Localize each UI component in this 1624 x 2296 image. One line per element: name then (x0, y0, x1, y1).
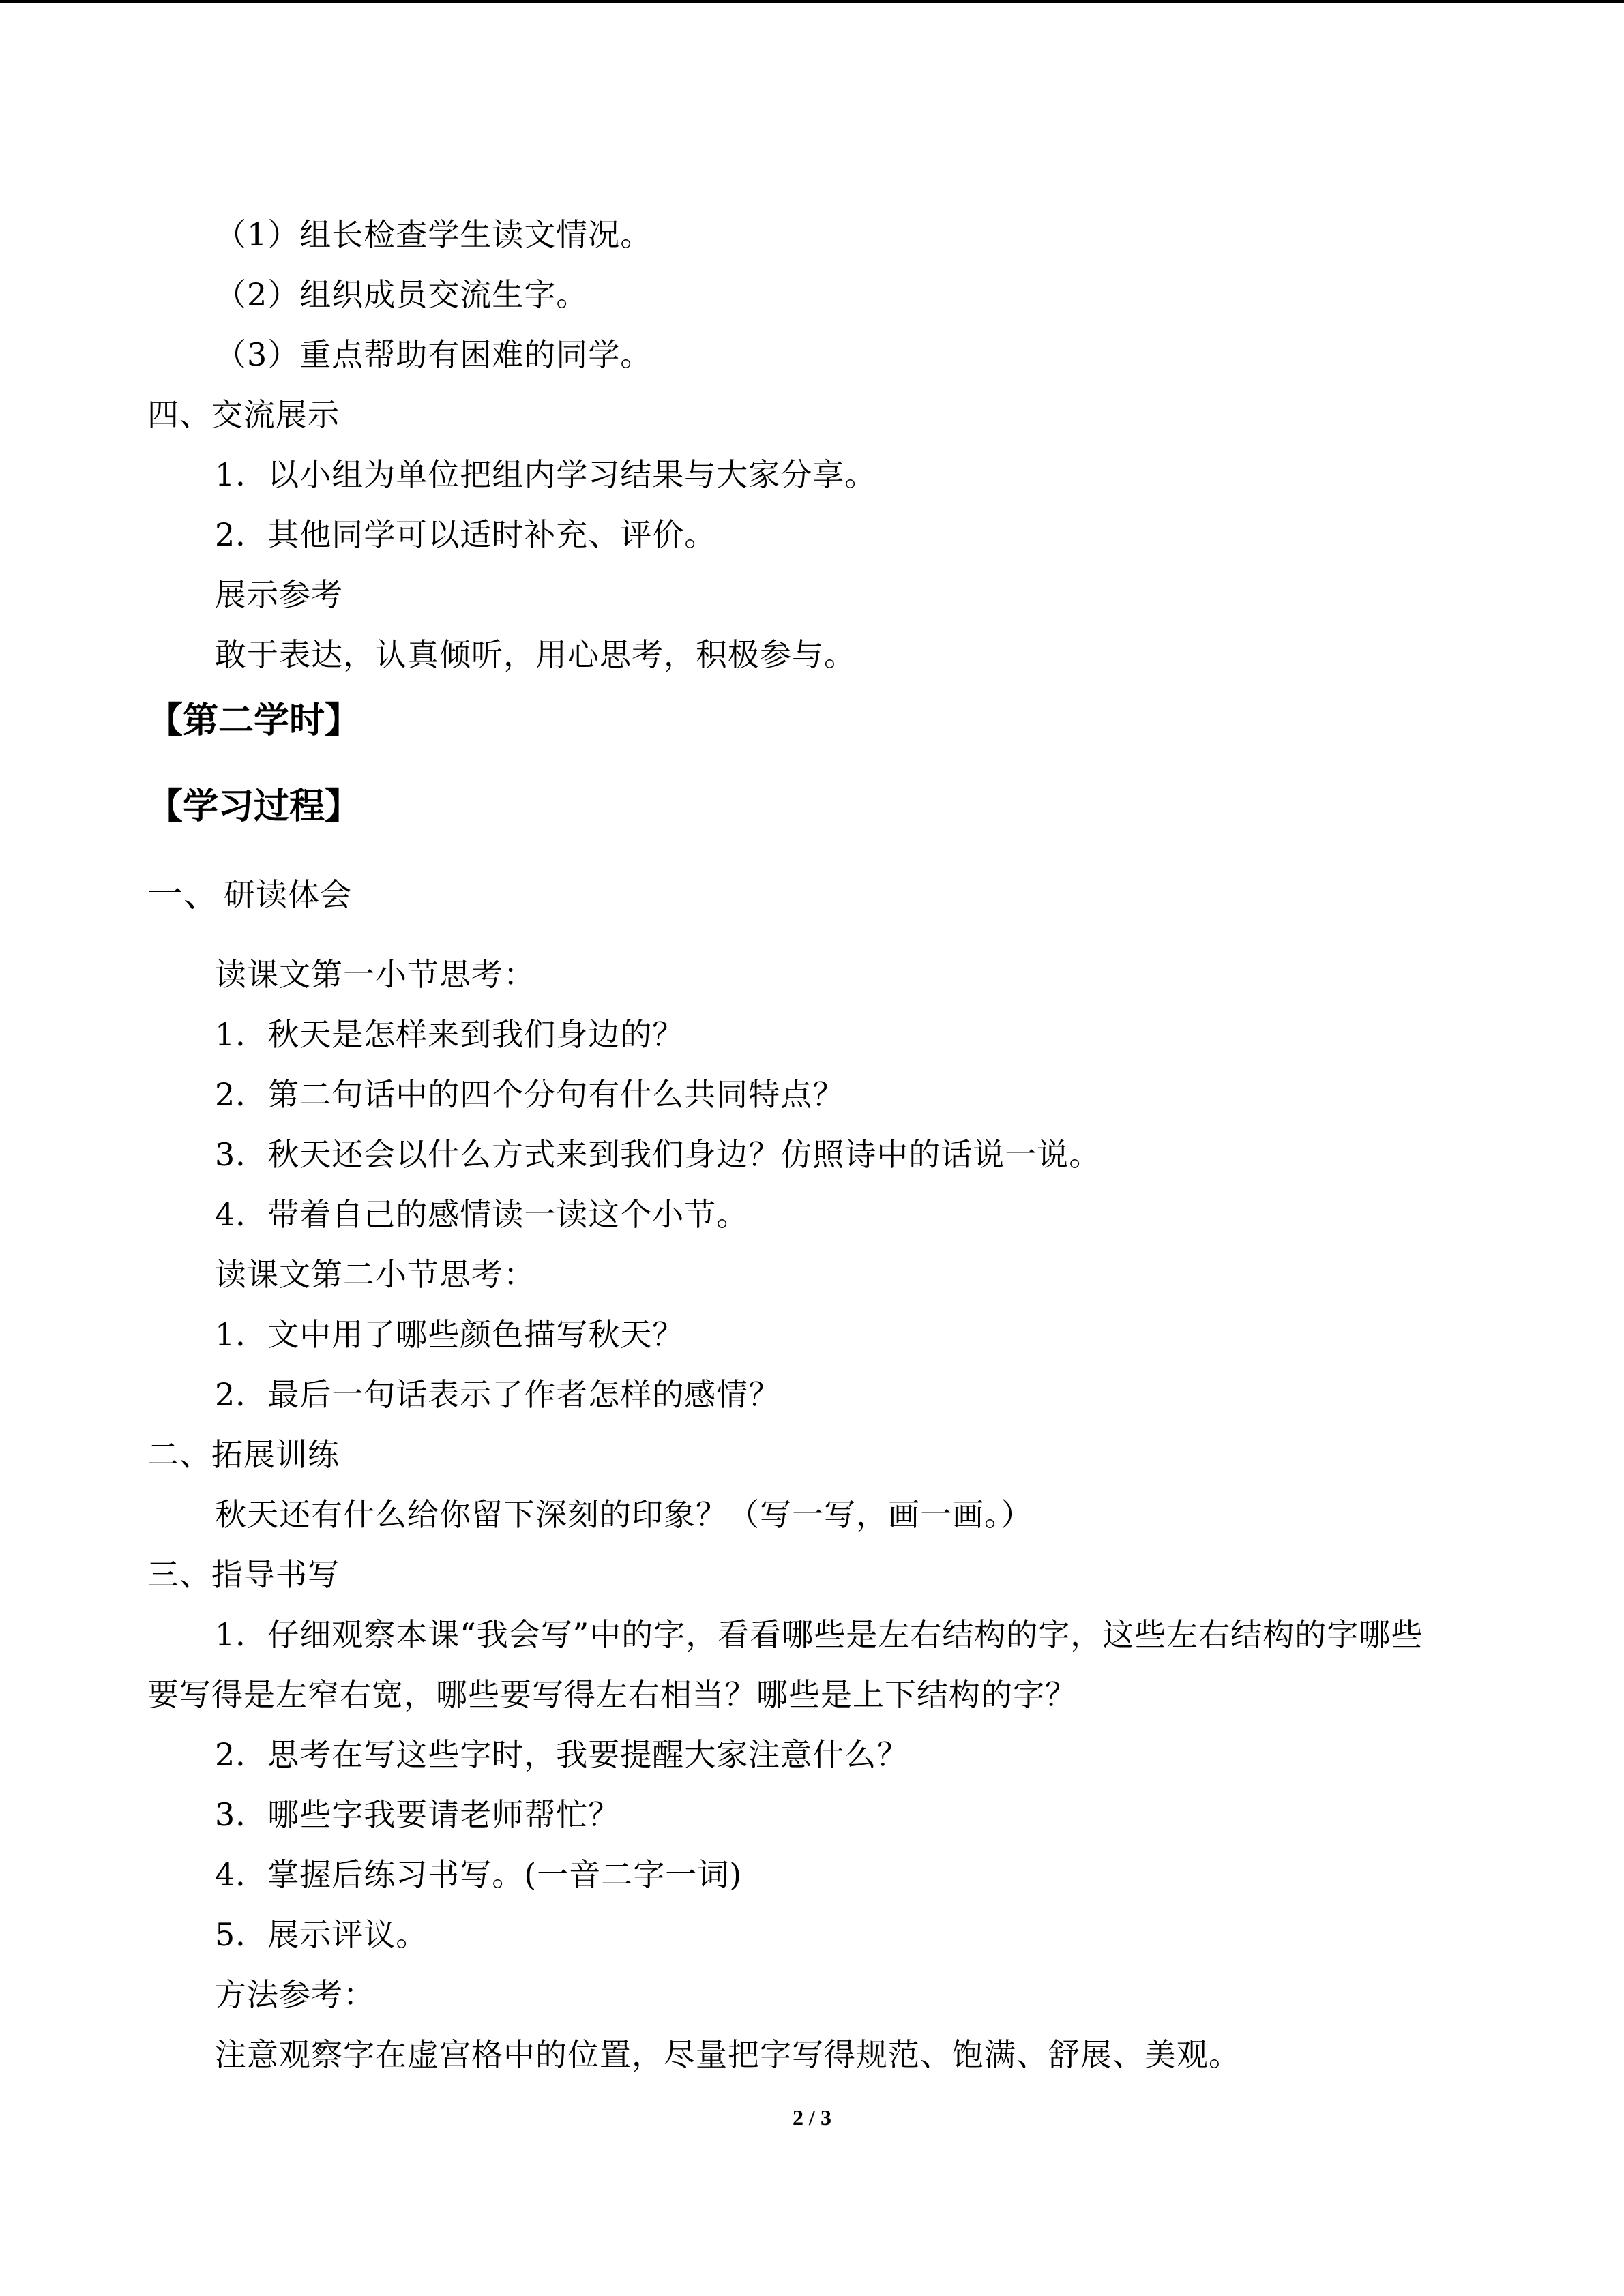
text-line: 展示参考 (215, 576, 343, 613)
top-border (0, 0, 1624, 3)
text-line: 4．带着自己的感情读一读这个小节。 (215, 1196, 749, 1233)
text-line: 1．文中用了哪些颜色描写秋天？ (215, 1316, 685, 1353)
text-line: 2．第二句话中的四个分句有什么共同特点？ (215, 1076, 845, 1113)
text-line: （1）组长检查学生读文情况。 (215, 216, 653, 253)
section-heading: 二、拓展训练 (147, 1436, 340, 1473)
text-line: 3．哪些字我要请老师帮忙？ (215, 1796, 621, 1833)
text-line: 2．其他同学可以适时补充、评价。 (215, 516, 717, 553)
text-line: 注意观察字在虚宫格中的位置，尽量把字写得规范、饱满、舒展、美观。 (215, 2036, 1241, 2073)
text-line: 4．掌握后练习书写。(一音二字一词) (215, 1856, 743, 1893)
text-line: 方法参考： (215, 1976, 375, 2013)
section-number: 一、 (147, 874, 220, 915)
text-line: 3．秋天还会以什么方式来到我们身边？仿照诗中的话说一说。 (215, 1136, 1102, 1173)
text-line: （3）重点帮助有困难的同学。 (215, 336, 653, 373)
text-line: 2．最后一句话表示了作者怎样的感情？ (215, 1376, 781, 1413)
text-line: 1．以小组为单位把组内学习结果与大家分享。 (215, 456, 877, 493)
lesson-heading: 【第二学时】 (147, 700, 361, 741)
text-line: 5．展示评议。 (215, 1916, 428, 1953)
text-line: 读课文第二小节思考： (215, 1256, 535, 1293)
text-line: 秋天还有什么给你留下深刻的印象？（写一写，画一画。） (215, 1496, 1033, 1533)
text-line: 读课文第一小节思考： (215, 956, 535, 993)
text-line: 1．秋天是怎样来到我们身边的？ (215, 1016, 685, 1053)
section-heading: 研读体会 (224, 876, 352, 913)
text-line: 1．仔细观察本课“我会写”中的字，看看哪些是左右结构的字，这些左右结构的字哪些 (215, 1616, 1423, 1653)
process-heading: 【学习过程】 (147, 786, 361, 827)
section-heading: 三、指导书写 (147, 1556, 340, 1593)
text-line: 敢于表达，认真倾听，用心思考，积极参与。 (215, 636, 856, 673)
page-number: 2 / 3 (793, 2105, 831, 2130)
text-line: 要写得是左窄右宽，哪些要写得左右相当？哪些是上下结构的字？ (147, 1676, 1077, 1713)
text-line: （2）组织成员交流生字。 (215, 276, 589, 313)
section-heading: 四、交流展示 (147, 396, 340, 433)
text-line: 2．思考在写这些字时，我要提醒大家注意什么？ (215, 1736, 909, 1773)
